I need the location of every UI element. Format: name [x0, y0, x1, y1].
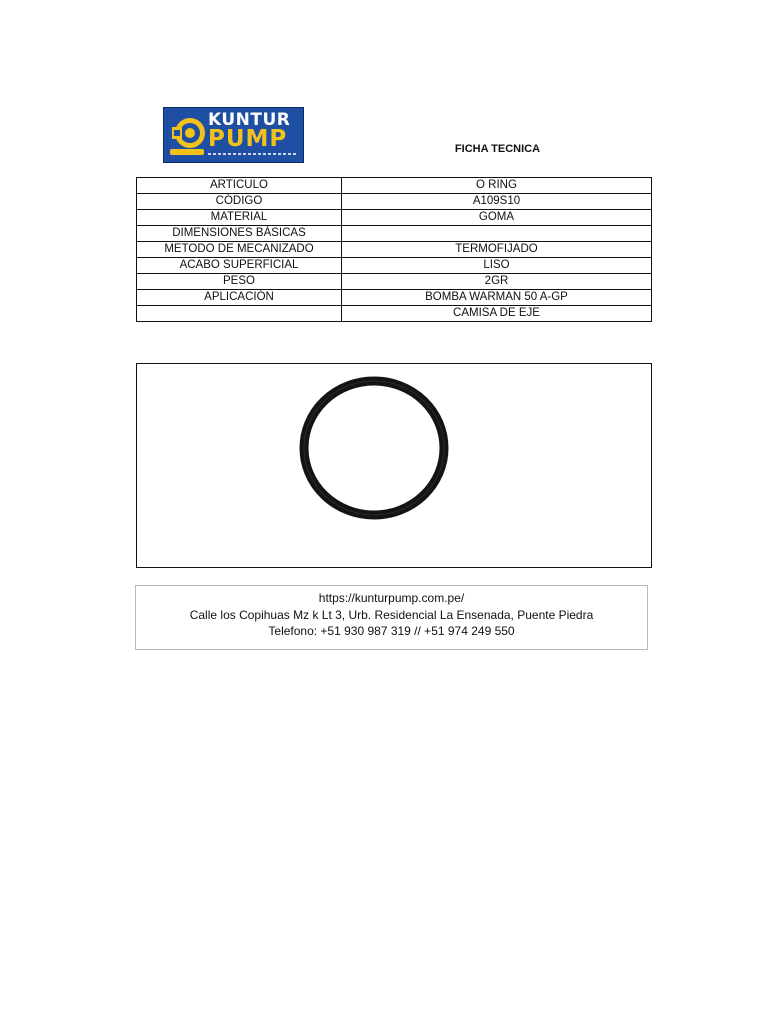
contact-footer	[135, 585, 648, 650]
spec-value: TERMOFIJADO	[342, 242, 652, 258]
pump-icon	[168, 113, 208, 159]
spec-value: 2GR	[342, 274, 652, 290]
spec-label	[137, 306, 342, 322]
spec-value: BOMBA WARMAN 50 A-GP	[342, 290, 652, 306]
spec-label: DIMENSIONES BÁSICAS	[137, 226, 342, 242]
spec-label: MATERIAL	[137, 210, 342, 226]
spec-value	[342, 226, 652, 242]
spec-table	[136, 177, 652, 322]
company-logo	[163, 107, 304, 163]
table-row	[137, 258, 652, 274]
table-row	[137, 210, 652, 226]
o-ring-icon	[297, 376, 452, 526]
document-title: FICHA TECNICA	[454, 143, 541, 155]
spec-value: A109S10	[342, 194, 652, 210]
logo-text-kuntur: KUNTUR	[208, 110, 291, 130]
spec-label: ACABO SUPERFICIAL	[137, 258, 342, 274]
spec-label: ARTICULO	[137, 178, 342, 194]
logo-tagline	[208, 153, 296, 155]
phone-text: Telefono: +51 930 987 319 // +51 974 249 550	[268, 624, 515, 638]
table-row	[137, 306, 652, 322]
address-text: Calle los Copihuas Mz k Lt 3, Urb. Residencial La Ensenada, Puente Piedra	[189, 607, 594, 622]
spec-label: METODO DE MECANIZADO	[137, 242, 342, 258]
spec-label: CÓDIGO	[137, 194, 342, 210]
table-row	[137, 226, 652, 242]
table-row	[137, 274, 652, 290]
logo-text-pump: PUMP	[208, 126, 288, 152]
table-row	[137, 178, 652, 194]
spec-value: O RING	[342, 178, 652, 194]
spec-value: LISO	[342, 258, 652, 274]
table-row	[137, 194, 652, 210]
spec-label: PESO	[137, 274, 342, 290]
table-row	[137, 290, 652, 306]
spec-value: GOMA	[342, 210, 652, 226]
product-photo-frame	[136, 363, 652, 568]
website-link[interactable]: https://kunturpump.com.pe/	[318, 591, 465, 605]
table-row	[137, 242, 652, 258]
spec-label: APLICACIÓN	[137, 290, 342, 306]
spec-value: CAMISA DE EJE	[342, 306, 652, 322]
